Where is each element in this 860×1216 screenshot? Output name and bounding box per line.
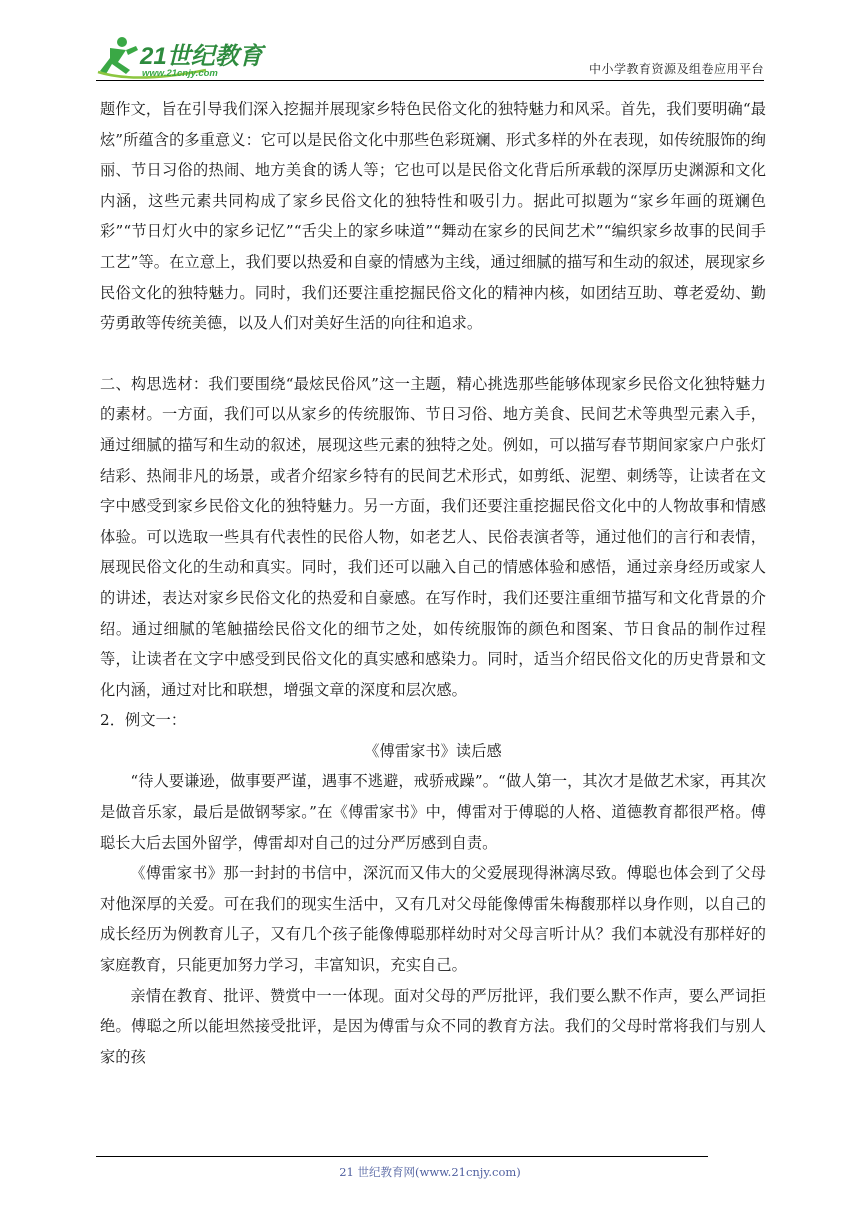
paragraph-intro: 题作文，旨在引导我们深入挖掘并展现家乡特色民俗文化的独特魅力和风采。首先，我们要明确“最炫”所蕴含的多重意义：它可以是民俗文化中那些色彩斑斓、形式多样的外在表现，如传统服饰的绚丽、节日习俗的热闹、地方美食的诱人等；它也可以是民俗文化背后所承载的深厚历史渊源和文化内涵，这些元素共同构成了家乡民俗文化的独特性和吸引力。据此可拟题为“家乡年画的斑斓色彩”“节日灯火中的家乡记忆”“舌尖上的家乡味道”“舞动在家乡的民间艺术”“编织家乡故事的民间手工艺”等。在立意上，我们要以热爱和自豪的情感为主线，通过细腻的描写和生动的叙述，展现家乡民俗文化的独特魅力。同时，我们还要注重挖掘民俗文化的精神内核，如团结互助、尊老爱幼、勤劳勇敢等传统美德，以及人们对美好生活的向往和追求。 — [100, 100, 766, 333]
platform-name: 中小学教育资源及组卷应用平台 — [588, 62, 764, 76]
essay-paragraph-3: 亲情在教育、批评、赞赏中一一体现。面对父母的严厉批评，我们要么默不作声，要么严词拒绝。傅聪之所以能坦然接受批评，是因为傅雷与众不同的教育方法。我们的父母时常将我们与别人家的孩 — [100, 986, 766, 1066]
footer-divider — [96, 1156, 708, 1157]
header-divider — [96, 80, 764, 81]
essay-title: 《傅雷家书》读后感 — [364, 741, 502, 760]
sample-label: 2．例文一： — [100, 711, 187, 730]
logo-url: www.21cnjy.com — [142, 68, 218, 79]
essay-paragraph-2: 《傅雷家书》那一封封的书信中，深沉而又伟大的父爱展现得淋漓尽致。傅聪也体会到了父母对他深厚的关爱。可在我们的现实生活中，又有几对父母能像傅雷朱梅馥那样以身作则，以自己的成长经历为例教育儿子，又有几个孩子能像傅聪那样幼时对父母言听计从？我们本就没有那样好的家庭教育，只能更加努力学习，丰富知识，充实自己。 — [100, 864, 766, 975]
site-logo[interactable] — [96, 34, 266, 80]
paragraph-conception: 二、构思选材：我们要围绕“最炫民俗风”这一主题，精心挑选那些能够体现家乡民俗文化独特魅力的素材。一方面，我们可以从家乡的传统服饰、节日习俗、地方美食、民间艺术等典型元素入手，通过细腻的描写和生动的叙述，展现这些元素的独特之处。例如，可以描写春节期间家家户户张灯结彩、热闹非凡的场景，或者介绍家乡特有的民间艺术形式，如剪纸、泥塑、刺绣等，让读者在文字中感受到家乡民俗文化的独特魅力。另一方面，我们还要注重挖掘民俗文化中的人物故事和情感体验。可以选取一些具有代表性的民俗人物，如老艺人、民俗表演者等，通过他们的言行和表情，展现民俗文化的生动和真实。同时，我们还可以融入自己的情感体验和感悟，通过亲身经历或家人的讲述，表达对家乡民俗文化的热爱和自豪感。在写作时，我们还要注重细节描写和文化背景的介绍。通过细腻的笔触描绘民俗文化的细节之处，如传统服饰的颜色和图案、节日食品的制作过程等，让读者在文字中感受到民俗文化的真实感和感染力。同时，适当介绍民俗文化的历史背景和文化内涵，通过对比和联想，增强文章的深度和层次感。 — [100, 374, 766, 699]
paragraph-gap — [100, 339, 766, 369]
document-body — [100, 94, 766, 1072]
essay-paragraph-1: “待人要谦逊，做事要严谨，遇事不逃避，戒骄戒躁”。“做人第一，其次才是做艺术家，再其次是做音乐家，最后是做钢琴家。”在《傅雷家书》中，傅雷对于傅聪的人格、道德教育都很严格。傅聪长大后去国外留学，傅雷却对自己的过分严厉感到自责。 — [100, 772, 766, 852]
logo-text: 21世纪教育 — [140, 43, 263, 70]
footer-link[interactable]: 21 世纪教育网(www.21cnjy.com) — [339, 1165, 521, 1179]
page-header — [96, 34, 764, 82]
runner-logo-icon — [96, 34, 266, 80]
